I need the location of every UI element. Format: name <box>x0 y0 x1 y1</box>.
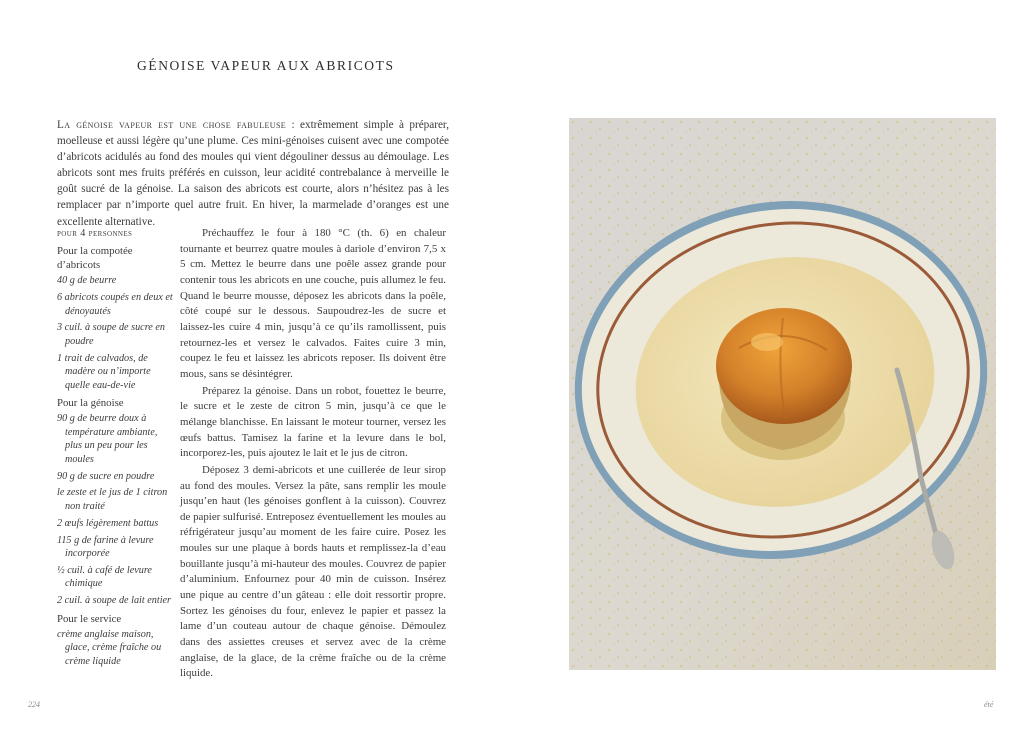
compote-heading: Pour la compotée d’abricots <box>57 245 133 271</box>
method-step-3: Déposez 3 demi-abricots et une cuillerée de leur sirop au fond des moules. Versez la pâte, sans remplir les moule jusqu’en haut (les génoises gonflent à la cuisson). Couvrez de papier sulfurisé. Entreposez éventuellement les moules au réfrigérateur jusqu’au moment de les faire cuire. Posez les moules sur une plaque à bords hauts et remplissez-la d’eau bouillante jusqu’à mi-hauteur des moules. Couvrez de papier d’aluminium. Enfournez pour 40 min de cuisson. Insérez une pique au centre d’un gâteau : elle doit ressortir propre. Sortez les génoises du four, enlevez le papier et passez la lame d’un couteau autour de chaque génoise. Démoulez dans des assiettes creuses et servez avec de la crème anglaise, de la glace, de la crème fraîche ou de la crème liquide. <box>180 463 446 680</box>
serves-count: pour 4 personnes <box>57 228 133 239</box>
ingredient-item: 90 g de beurre doux à température ambiante, plus un peu pour les moules <box>57 413 158 465</box>
service-heading: Pour le service <box>57 612 122 625</box>
genoise-heading: Pour la génoise <box>57 396 124 409</box>
recipe-intro <box>57 117 449 230</box>
intro-lead: La génoise vapeur est une chose fabuleuse <box>57 119 287 131</box>
ingredient-item: 2 cuil. à soupe de lait entier <box>57 595 172 607</box>
ingredient-item: le zeste et le jus de 1 citron non traité <box>57 487 168 512</box>
apricot-genoise <box>716 308 852 460</box>
ingredient-item: 40 g de beurre <box>57 275 117 287</box>
page-number-left: 224 <box>28 700 40 709</box>
ingredient-item: 2 œufs légèrement battus <box>57 517 159 529</box>
ingredient-item: 3 cuil. à soupe de sucre en poudre <box>57 322 165 347</box>
dessert-photo <box>569 118 996 670</box>
ingredient-item: 115 g de farine à levure incorporée <box>57 534 154 560</box>
ingredient-item: 6 abricots coupés en deux et dénoyautés <box>57 292 173 317</box>
ingredient-item: crème anglaise maison, glace, crème fraîche ou crème liquide <box>57 629 162 667</box>
page-number-right: été <box>984 700 994 709</box>
intro-text: : extrêmement simple à préparer, moelleuse et aussi légère qu’une plume. Ces mini-génoises cuisent avec une compotée d’abricots acidulés au fond des moules qui vient dégouliner dessus au démoulage. Les abricots sont mes fruits préférés en cuisson, leur acidité contrebalance à merveille le goût sucré de la génoise. La saison des abricots est courte, alors n’hésitez pas à les remplacer par n’importe quel autre fruit. En hiver, la marmelade d’oranges est une excellente alternative. <box>57 119 449 228</box>
method-step-1: Préchauffez le four à 180 °C (th. 6) en chaleur tournante et beurrez quatre moules à dariole d’environ 7,5 x 5 cm. Mettez le beurre dans une poêle assez grande pour contenir tous les abricots en une couche, puis allumez le feu. Quand le beurre mousse, déposez les abricots dans la poêle, côté coupé sur le dessous. Saupoudrez-les de sucre et laissez-les cuire 4 min, jusqu’à ce qu’ils ramollissent, puis retournez-les et versez le calvados. Faites cuire 3 min, coupez le feu et laissez les abricots reposer. Ils doivent être mous, sans se désintégrer. <box>180 227 446 380</box>
ingredient-item: 90 g de sucre en poudre <box>57 470 155 482</box>
method-text <box>180 226 446 683</box>
method-step-2: Préparez la génoise. Dans un robot, fouettez le beurre, le sucre et le zeste de citron 5 min, jusqu’à ce que le mélange blanchisse. En laissant le moteur tourner, versez les œufs battus. Tamisez la farine et la levure dans le bol, incorporez-les, puis ajoutez le lait et le jus de citron. <box>180 384 446 460</box>
ingredients-list <box>57 227 175 672</box>
ingredient-item: ½ cuil. à café de levure chimique <box>57 564 152 590</box>
recipe-title: GÉNOISE VAPEUR AUX ABRICOTS <box>137 58 395 73</box>
ingredient-item: 1 trait de calvados, de madère ou n’importe quelle eau-de-vie <box>57 352 151 391</box>
